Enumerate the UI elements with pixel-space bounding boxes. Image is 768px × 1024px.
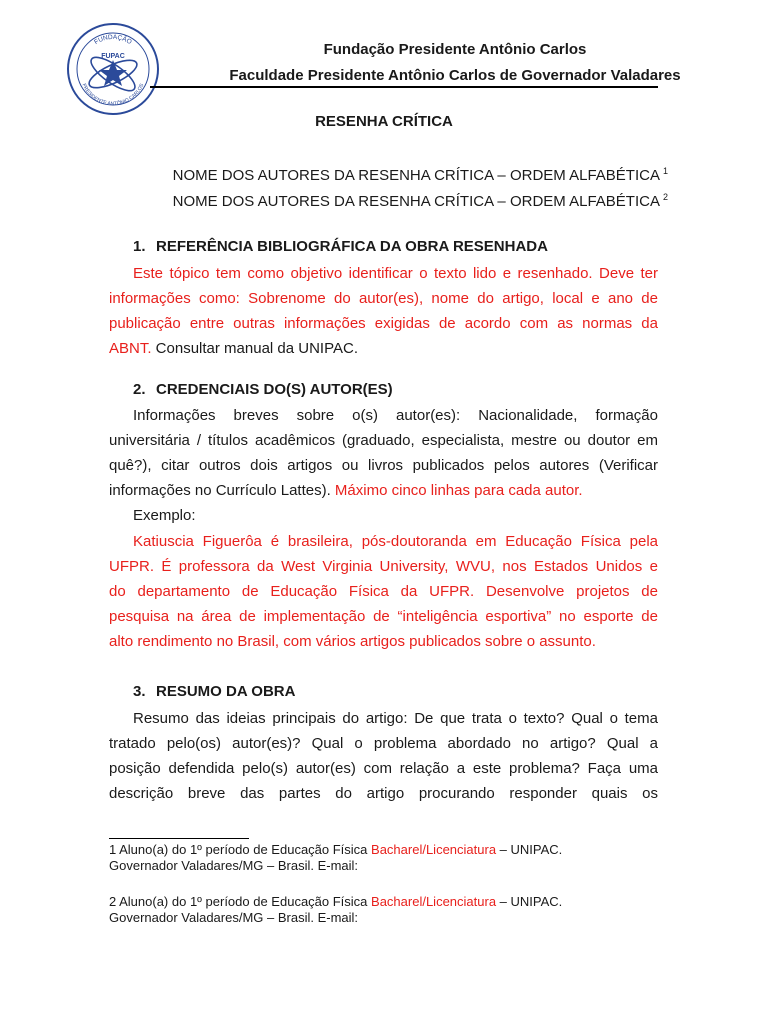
section-3-line-1: Resumo das ideias principais do artigo: De que trata o texto? Qual o tema <box>133 710 658 727</box>
section-number-2: 2. <box>133 381 146 398</box>
footnote-2-line-1 <box>109 894 562 910</box>
lattes-text: informações no Currículo Lattes). <box>109 482 331 499</box>
section-heading-3 <box>133 682 295 702</box>
section-2-line-2: universitária / títulos acadêmicos (graduado, especialista, mestre ou doutor em <box>109 432 658 449</box>
footnote-1-suffix: – UNIPAC. <box>496 842 563 857</box>
section-3-line-2: tratado pelo(os) autor(es)? Qual o problema abordado no artigo? Qual a <box>109 735 658 752</box>
logo-text-top: FUNDAÇÃO <box>93 33 133 47</box>
section-title-3: RESUMO DA OBRA <box>156 683 296 700</box>
footnote-separator <box>109 838 249 839</box>
section-3-line-4: descrição breve das partes do artigo procurando responder quais os <box>109 785 658 802</box>
manual-note: Consultar manual da UNIPAC. <box>151 340 358 357</box>
footnote-ref-1[interactable]: 1 <box>662 166 668 176</box>
abnt-text: ABNT. <box>109 340 152 357</box>
example-label: Exemplo: <box>133 507 196 524</box>
faculty-name: Faculdade Presidente Antônio Carlos de Governador Valadares <box>229 67 681 84</box>
fupac-logo <box>66 22 160 116</box>
section-heading-1 <box>133 237 548 257</box>
example-line-2: UFPR. É professora da West Virginia University, WVU, nos Estados Unidos e <box>109 558 658 575</box>
footnote-1-degree: Bacharel/Licenciatura <box>371 842 497 857</box>
footnote-2-suffix: – UNIPAC. <box>496 894 563 909</box>
section-3-line-3: posição defendida pelo(s) autor(es) com relação a este problema? Faça uma <box>109 760 658 777</box>
author-line-2 <box>173 187 668 212</box>
example-line-5: alto rendimento no Brasil, com vários artigos publicados sobre o assunto. <box>109 633 596 650</box>
footnote-2-prefix: 2 Aluno(a) do 1º período de Educação Física <box>109 894 372 909</box>
section-1-line-4 <box>109 339 658 359</box>
logo-text-bottom: PRESIDENTE ANTÔNIO CARLOS <box>80 82 146 108</box>
section-1-line-3: publicação entre outras informações exigidas de acordo com as normas da <box>109 315 658 332</box>
max-lines-note: Máximo cinco linhas para cada autor. <box>330 482 583 499</box>
footnote-2-degree: Bacharel/Licenciatura <box>371 894 497 909</box>
footnote-1-line-2: Governador Valadares/MG – Brasil. E-mail: <box>109 858 359 873</box>
example-line-3: do departamento de Educação Física da UFPR. Desenvolve projetos de <box>109 583 658 600</box>
footnote-1-line-1 <box>109 842 562 858</box>
section-title-2: CREDENCIAIS DO(S) AUTOR(ES) <box>156 381 393 398</box>
example-line-4: pesquisa na área de implementação de “inteligência esportiva” no esporte de <box>109 608 658 625</box>
author-line-1 <box>173 161 668 186</box>
section-2-line-4 <box>109 481 658 501</box>
section-number-3: 3. <box>133 683 146 700</box>
author-name-1: NOME DOS AUTORES DA RESENHA CRÍTICA – ORDEM ALFABÉTICA <box>172 167 660 184</box>
section-1-line-1: Este tópico tem como objetivo identificar o texto lido e resenhado. Deve ter <box>133 265 658 282</box>
logo-text-mid: FUPAC <box>101 53 125 60</box>
header-divider <box>150 86 658 88</box>
section-2-line-1: Informações breves sobre o(s) autor(es): Nacionalidade, formação <box>133 407 658 424</box>
section-number-1: 1. <box>133 238 146 255</box>
author-name-2: NOME DOS AUTORES DA RESENHA CRÍTICA – ORDEM ALFABÉTICA <box>172 193 660 210</box>
document-title: RESENHA CRÍTICA <box>315 113 453 130</box>
example-line-1: Katiuscia Figuerôa é brasileira, pós-doutoranda em Educação Física pela <box>133 533 658 550</box>
section-2-line-3: quê?), citar outros dois artigos ou livros publicados pelos autores (Verificar <box>109 457 658 474</box>
footnote-ref-2[interactable]: 2 <box>662 192 668 202</box>
footnote-1-prefix: 1 Aluno(a) do 1º período de Educação Física <box>109 842 372 857</box>
section-heading-2 <box>133 380 393 400</box>
section-1-line-2: informações como: Sobrenome do autor(es), nome do artigo, local e ano de <box>109 290 658 307</box>
section-title-1: REFERÊNCIA BIBLIOGRÁFICA DA OBRA RESENHADA <box>156 238 548 255</box>
institution-name: Fundação Presidente Antônio Carlos <box>323 41 587 58</box>
footnote-2-line-2: Governador Valadares/MG – Brasil. E-mail: <box>109 910 359 925</box>
